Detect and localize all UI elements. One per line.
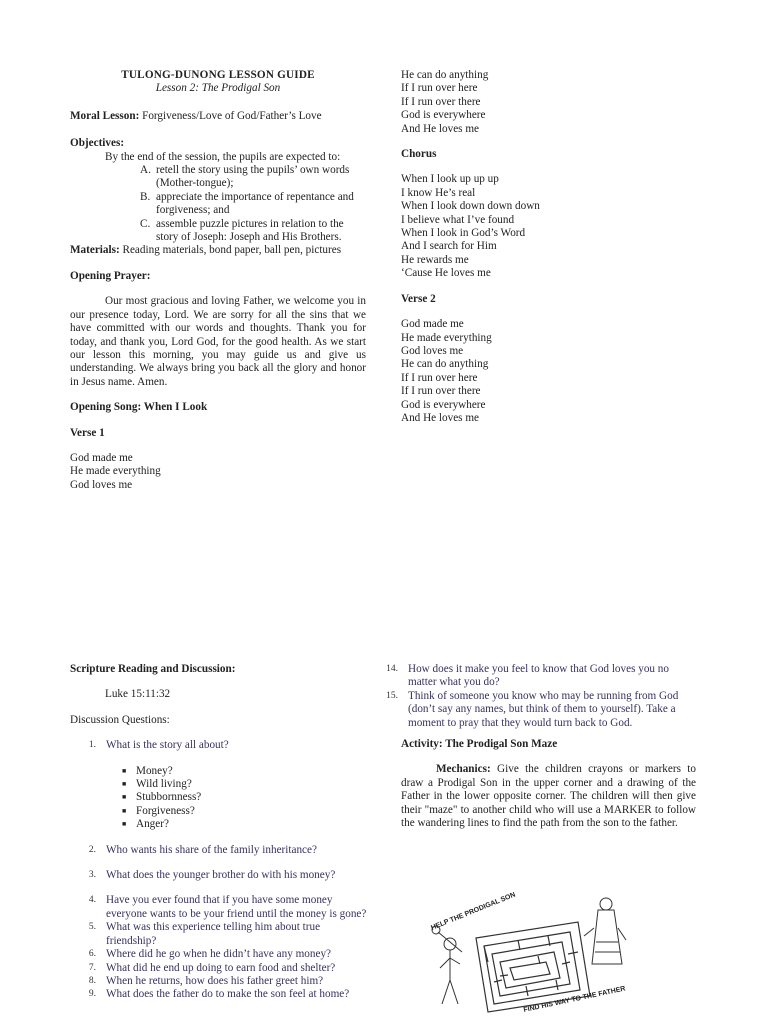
opening-song-label: Opening Song: When I Look — [70, 401, 208, 414]
opening-prayer-label: Opening Prayer: — [70, 269, 151, 282]
document-title: TULONG-DUNONG LESSON GUIDE — [121, 69, 315, 81]
chorus-label: Chorus — [401, 148, 437, 161]
lyric-line: God made me — [70, 451, 133, 464]
bullet-item: ■ Anger? — [122, 818, 169, 831]
question-item: 15. Think of someone you know who may be running from God (don’t say any names, but think of them to yourself). Take a moment to pray that they would turn back to God. — [386, 689, 679, 729]
question-item: 2. Who wants his share of the family inheritance? — [88, 843, 317, 856]
maze-image — [428, 892, 628, 1018]
question-item: 8. When he returns, how does his father greet him? — [88, 974, 324, 987]
lower-left-column — [70, 663, 370, 1002]
discussion-label: Discussion Questions: — [70, 713, 170, 726]
lyric-line: When I look up up up — [401, 173, 499, 186]
question-item: 4. Have you ever found that if you have some money everyone wants to be your friend until the money is gone? — [88, 894, 367, 920]
objective-item: B. appreciate the importance of repentance and forgiveness; and — [140, 190, 354, 217]
bullet-item: ■ Forgiveness? — [122, 804, 195, 817]
document-subtitle: Lesson 2: The Prodigal Son — [155, 82, 281, 95]
bullet-item: ■ Stubbornness? — [122, 791, 202, 804]
objectives-label: Objectives: — [70, 137, 125, 150]
lyric-line: God is everywhere — [401, 109, 486, 122]
question-item: 9. What does the father do to make the son feel at home? — [88, 988, 350, 1001]
lyric-line: I know He’s real — [401, 186, 476, 199]
bullet-item: ■ Money? — [122, 764, 173, 777]
verse1-continued — [401, 69, 701, 136]
lyric-line: He can do anything — [401, 358, 489, 371]
lyric-line: God made me — [401, 318, 464, 331]
verse1-label: Verse 1 — [70, 426, 105, 439]
bullet-item: ■ Wild living? — [122, 778, 192, 791]
lower-right-column — [380, 663, 696, 830]
lyric-line: If I run over here — [401, 82, 478, 95]
lyric-line: If I run over there — [401, 95, 481, 108]
materials-text: Reading materials, bond paper, ball pen, pictures — [122, 244, 342, 257]
objectives-list — [70, 164, 366, 244]
lyric-line: When I look in God’s Word — [401, 227, 526, 240]
lyric-line: If I run over here — [401, 371, 478, 384]
mechanics-label: Mechanics: — [436, 763, 491, 776]
lyric-line: I believe what I’ve found — [401, 213, 515, 226]
materials — [70, 244, 366, 257]
lyric-line: When I look down down down — [401, 200, 540, 213]
opening-prayer-text: Our most gracious and loving Father, we welcome you in our presence today, Lord. We are sorry for all the sins that we have committed with our words and thoughts. Thank you for today, and thank you, Lord God, for the good health. As we start our lesson this morning, you may guide us and give us understanding. We always bring you back all the glory and honor in Jesus name. Amen. — [70, 295, 366, 388]
maze-top-caption: HELP THE PRODIGAL SON — [430, 892, 517, 932]
upper-left-column — [70, 69, 366, 492]
chorus-lines — [401, 173, 701, 280]
objective-item: A. retell the story using the pupils’ own words (Mother-tongue); — [140, 164, 350, 190]
objective-item: C. assemble puzzle pictures in relation to the story of Joseph: Joseph and His Brothers. — [140, 217, 344, 244]
lyric-line: And He loves me — [401, 122, 479, 135]
lyric-line: He made everything — [70, 465, 161, 478]
moral-lesson — [70, 110, 366, 123]
lyric-line: And I search for Him — [401, 240, 497, 253]
question-item: 5. What was this experience telling him about true friendship? — [88, 921, 321, 947]
upper-right-column — [401, 69, 701, 425]
maze-illustration — [428, 892, 628, 1018]
lyric-line: ‘Cause He loves me — [401, 267, 491, 280]
verse1-lines — [70, 452, 366, 492]
lyric-line: And He loves me — [401, 411, 479, 424]
question-item: 6. Where did he go when he didn’t have any money? — [88, 948, 332, 961]
lyric-line: He can do anything — [401, 69, 489, 81]
lyric-line: If I run over there — [401, 385, 481, 398]
moral-lesson-label: Moral Lesson: — [70, 109, 140, 122]
lyric-line: God loves me — [401, 344, 464, 357]
maze-bottom-caption: FIND HIS WAY TO THE FATHER — [522, 985, 627, 1014]
question-item: 1. What is the story all about? — [88, 739, 229, 752]
mechanics-text: Give the children crayons or markers to draw a Prodigal Son in the upper corner and a drawing of the Father in the lower opposite corner. The children will then give their "maze" to another child who will use a MARKER to follow the wandering lines to find the path from the son to the father. — [401, 763, 696, 830]
verse2-label: Verse 2 — [401, 292, 436, 305]
question1-bullets — [70, 765, 370, 832]
scripture-reference: Luke 15:11:32 — [105, 688, 171, 701]
verse2-lines — [401, 318, 701, 425]
lyric-line: He rewards me — [401, 253, 469, 266]
activity-mechanics — [401, 763, 696, 830]
moral-lesson-text: Forgiveness/Love of God/Father’s Love — [142, 109, 322, 122]
scripture-label: Scripture Reading and Discussion: — [70, 663, 236, 675]
activity-label: Activity: The Prodigal Son Maze — [401, 738, 558, 751]
question-item: 3. What does the younger brother do with his money? — [88, 869, 336, 882]
lyric-line: God loves me — [70, 478, 133, 491]
question-item: 7. What did he end up doing to earn food and shelter? — [88, 961, 336, 974]
lyric-line: God is everywhere — [401, 398, 486, 411]
objectives-intro: By the end of the session, the pupils are expected to: — [105, 150, 341, 163]
question-item: 14. How does it make you feel to know that God loves you no matter what you do? — [386, 663, 669, 689]
materials-label: Materials: — [70, 244, 120, 257]
lyric-line: He made everything — [401, 331, 492, 344]
